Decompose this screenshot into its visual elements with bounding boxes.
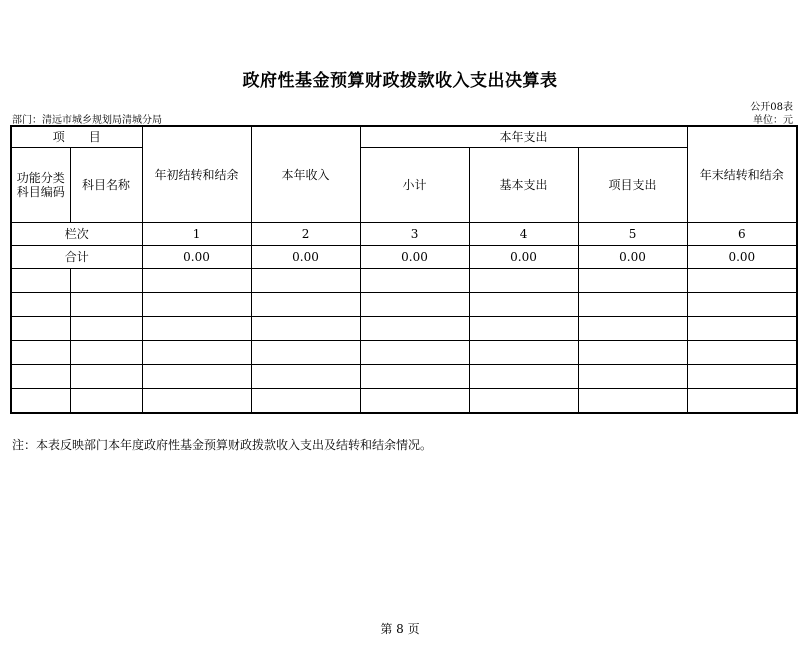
cell bbox=[142, 293, 251, 317]
cell bbox=[11, 341, 70, 365]
unit-label: 单位：元 bbox=[753, 115, 793, 126]
cell bbox=[251, 365, 360, 389]
cell bbox=[360, 317, 469, 341]
cell bbox=[142, 341, 251, 365]
total-value: 0.00 bbox=[687, 246, 797, 269]
cell bbox=[142, 269, 251, 293]
col-number: 6 bbox=[687, 223, 797, 246]
total-value: 0.00 bbox=[360, 246, 469, 269]
cell bbox=[251, 341, 360, 365]
cell bbox=[251, 293, 360, 317]
cell bbox=[578, 365, 687, 389]
header-item: 项 目 bbox=[11, 126, 142, 148]
cell bbox=[360, 341, 469, 365]
budget-table bbox=[10, 125, 798, 414]
cell bbox=[578, 293, 687, 317]
table-row bbox=[11, 341, 797, 365]
cell bbox=[251, 317, 360, 341]
cell bbox=[360, 365, 469, 389]
cell bbox=[11, 293, 70, 317]
cell bbox=[360, 269, 469, 293]
cell bbox=[11, 317, 70, 341]
cell bbox=[70, 365, 142, 389]
cell bbox=[70, 341, 142, 365]
table-row bbox=[11, 317, 797, 341]
page-number: 第 8 页 bbox=[380, 622, 420, 636]
cell bbox=[687, 341, 797, 365]
footnote: 注：本表反映部门本年度政府性基金预算财政拨款收入支出及结转和结余情况。 bbox=[12, 438, 433, 452]
total-label: 合计 bbox=[11, 246, 142, 269]
cell bbox=[687, 293, 797, 317]
column-number-row bbox=[11, 223, 797, 246]
cell bbox=[578, 269, 687, 293]
cell bbox=[687, 269, 797, 293]
cell bbox=[469, 293, 578, 317]
cell bbox=[11, 269, 70, 293]
header-end-balance: 年末结转和结余 bbox=[687, 126, 797, 223]
table-row bbox=[11, 293, 797, 317]
header-begin-balance: 年初结转和结余 bbox=[142, 126, 251, 223]
department-label: 部门：清远市城乡规划局清城分局 bbox=[12, 115, 162, 126]
table-row bbox=[11, 389, 797, 414]
header-project: 项目支出 bbox=[578, 148, 687, 223]
cell bbox=[360, 389, 469, 414]
total-row bbox=[11, 246, 797, 269]
cell bbox=[687, 317, 797, 341]
total-value: 0.00 bbox=[251, 246, 360, 269]
cell bbox=[687, 365, 797, 389]
header-subject-name: 科目名称 bbox=[70, 148, 142, 223]
total-value: 0.00 bbox=[578, 246, 687, 269]
cell bbox=[687, 389, 797, 414]
col-number: 2 bbox=[251, 223, 360, 246]
header-basic: 基本支出 bbox=[469, 148, 578, 223]
cell bbox=[578, 317, 687, 341]
header-func-code: 功能分类 科目编码 bbox=[11, 148, 70, 223]
total-value: 0.00 bbox=[142, 246, 251, 269]
cell bbox=[70, 293, 142, 317]
table-row bbox=[11, 269, 797, 293]
cell bbox=[469, 341, 578, 365]
cell bbox=[70, 389, 142, 414]
cell bbox=[11, 365, 70, 389]
cell bbox=[578, 389, 687, 414]
header-income: 本年收入 bbox=[251, 126, 360, 223]
cell bbox=[11, 389, 70, 414]
form-number: 公开08表 bbox=[750, 102, 793, 113]
cell bbox=[251, 389, 360, 414]
cell bbox=[469, 269, 578, 293]
cell bbox=[469, 365, 578, 389]
total-value: 0.00 bbox=[469, 246, 578, 269]
col-number: 5 bbox=[578, 223, 687, 246]
col-number: 4 bbox=[469, 223, 578, 246]
header-expenditure: 本年支出 bbox=[360, 126, 687, 148]
cell bbox=[142, 365, 251, 389]
page-title: 政府性基金预算财政拨款收入支出决算表 bbox=[242, 71, 558, 91]
cell bbox=[70, 269, 142, 293]
cell bbox=[70, 317, 142, 341]
cell bbox=[578, 341, 687, 365]
cell bbox=[360, 293, 469, 317]
cell bbox=[469, 389, 578, 414]
table-row bbox=[11, 365, 797, 389]
col-label: 栏次 bbox=[11, 223, 142, 246]
header-subtotal: 小计 bbox=[360, 148, 469, 223]
col-number: 3 bbox=[360, 223, 469, 246]
col-number: 1 bbox=[142, 223, 251, 246]
cell bbox=[469, 317, 578, 341]
cell bbox=[251, 269, 360, 293]
cell bbox=[142, 389, 251, 414]
cell bbox=[142, 317, 251, 341]
